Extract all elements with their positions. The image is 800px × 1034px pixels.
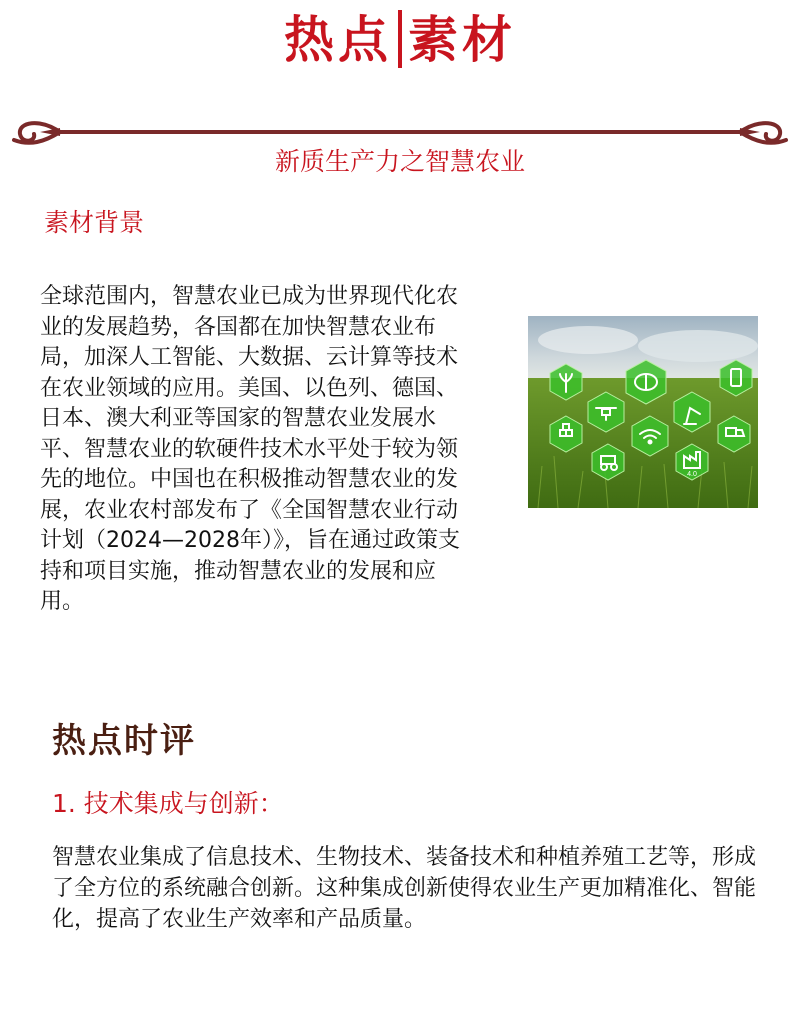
background-text: 全球范围内，智慧农业已成为世界现代化农业的发展趋势，各国都在加快智慧农业布局，加深人工智能、大数据、云计算等技术在农业领域的应用。美国、以色列、德国、日本、澳大利亚等国家的智慧农业发展水平、智慧农业的软硬件技术水平处于较为领先的地位。中国也在积极推动智慧农业的发展，农业农村部发布了《全国智慧农业行动计划（2024—2028年）》，旨在通过政策支持和项目实施，推动智慧农业的发展和应用。 [40, 284, 460, 614]
background-label: 素材背景 [44, 208, 145, 237]
point-text: 智慧农业集成了信息技术、生物技术、装备技术和种植养殖工艺等，形成了全方位的系统融合创新。这种集成创新使得农业生产更加精准化、智能化，提高了农业生产效率和产品质量。 [52, 845, 757, 932]
title-separator [398, 10, 402, 68]
title-right: 素材 [408, 11, 516, 69]
subtitle: 新质生产力之智慧农业 [274, 147, 525, 176]
point-title: 1. 技术集成与创新： [52, 789, 284, 818]
title-left: 热点 [284, 11, 392, 69]
smart-agriculture-image [528, 316, 758, 508]
commentary-heading: 热点时评 [52, 721, 196, 761]
page-title [0, 4, 800, 78]
image-badge: 4.0 [687, 471, 697, 478]
